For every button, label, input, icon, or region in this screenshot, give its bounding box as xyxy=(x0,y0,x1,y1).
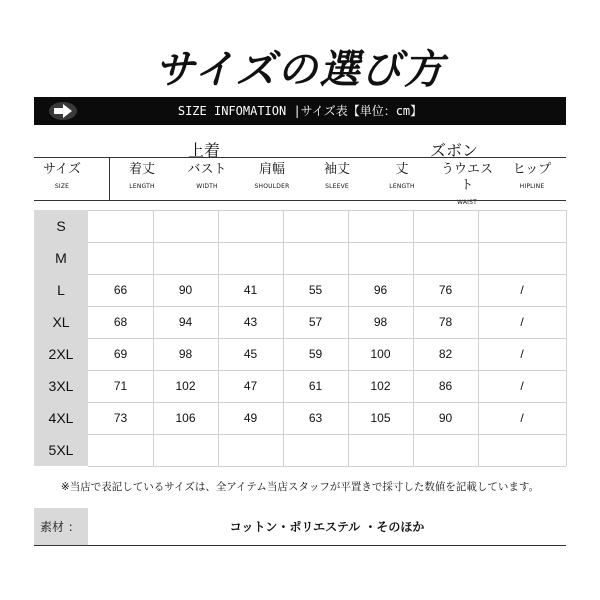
table-cell xyxy=(218,434,283,466)
table-cell: 63 xyxy=(308,411,323,425)
column-header-jp: 袖丈 xyxy=(323,162,350,177)
size-label: XL xyxy=(52,314,70,330)
material-divider xyxy=(34,545,566,546)
table-cell xyxy=(218,210,283,242)
table-cell xyxy=(283,242,348,274)
size-table xyxy=(34,210,566,466)
table-cell: 94 xyxy=(178,315,193,329)
table-cell: 90 xyxy=(178,283,193,297)
table-cell: 49 xyxy=(243,411,258,425)
banner-text: SIZE INFOMATION |サイズ表【単位：cm】 xyxy=(177,104,423,118)
column-header-jp: 着丈 xyxy=(128,162,155,177)
table-cell xyxy=(153,242,218,274)
table-cell: / xyxy=(520,283,524,297)
table-cell xyxy=(88,434,153,466)
table-cell xyxy=(153,210,218,242)
table-row xyxy=(34,434,566,466)
table-cell xyxy=(413,434,478,466)
table-cell: 47 xyxy=(243,379,258,393)
table-cell: 105 xyxy=(370,411,391,425)
table-row xyxy=(34,338,566,370)
group-label-bottoms: ズボン xyxy=(430,141,479,160)
column-header-en: SHOULDER xyxy=(254,183,290,190)
table-cell xyxy=(218,242,283,274)
table-cell xyxy=(88,242,153,274)
column-header-en: WIDTH xyxy=(196,183,218,190)
table-cell: 82 xyxy=(438,347,453,361)
table-cell: 61 xyxy=(308,379,323,393)
column-header-en: LENGTH xyxy=(389,183,415,190)
table-cell: 76 xyxy=(438,283,453,297)
table-cell xyxy=(348,242,413,274)
table-cell xyxy=(348,434,413,466)
page-title: サイズの選び方 xyxy=(154,47,446,93)
table-cell: 43 xyxy=(243,315,258,329)
table-cell xyxy=(88,210,153,242)
material-label: 素材 ： xyxy=(40,520,80,534)
column-header xyxy=(242,162,302,190)
table-cell: 78 xyxy=(438,315,453,329)
table-row xyxy=(34,274,566,306)
column-header-jp: バスト xyxy=(187,162,227,177)
column-header-jp: 肩幅 xyxy=(258,162,285,177)
material-row xyxy=(34,508,566,546)
column-header-jp: サイズ xyxy=(43,162,81,177)
table-cell: 45 xyxy=(243,347,258,361)
column-header xyxy=(502,162,562,190)
column-header xyxy=(177,162,237,190)
table-cell xyxy=(478,242,566,274)
header-divider-vertical xyxy=(109,157,110,201)
column-header-en: SIZE xyxy=(54,183,70,190)
size-label: M xyxy=(55,250,67,266)
measurement-note: ※当店で表記しているサイズは、全アイテム当店スタッフが平置きで採寸した数値を記載しています。 xyxy=(60,481,540,493)
table-cell: 106 xyxy=(175,411,196,425)
table-row xyxy=(34,402,566,434)
column-header-jp: ヒップ xyxy=(512,162,552,177)
table-cell xyxy=(153,434,218,466)
column-header-en: LENGTH xyxy=(129,183,155,190)
table-cell: 68 xyxy=(113,315,128,329)
size-info-banner xyxy=(34,97,566,125)
grid-line xyxy=(88,466,566,467)
table-cell xyxy=(478,210,566,242)
column-header-jp: 丈 xyxy=(395,162,409,177)
table-cell: 66 xyxy=(113,283,128,297)
group-label-tops: 上着 xyxy=(188,141,221,160)
table-cell: / xyxy=(520,411,524,425)
table-cell: 57 xyxy=(308,315,323,329)
table-row xyxy=(34,370,566,402)
table-cell: 55 xyxy=(308,283,323,297)
table-cell: 41 xyxy=(243,283,258,297)
material-value: コットン・ポリエステル ・そのほか xyxy=(229,520,425,534)
size-label: L xyxy=(57,282,65,298)
header-divider-bottom xyxy=(34,200,566,201)
size-label: 3XL xyxy=(48,378,74,394)
column-header xyxy=(112,162,172,190)
table-cell: 98 xyxy=(178,347,193,361)
table-cell: 69 xyxy=(113,347,128,361)
header-divider-top xyxy=(34,157,566,158)
column-header xyxy=(32,162,92,190)
table-row xyxy=(34,210,566,242)
table-row xyxy=(34,242,566,274)
table-cell xyxy=(413,242,478,274)
column-header-en: WAIST xyxy=(457,199,477,206)
table-row xyxy=(34,306,566,338)
table-cell xyxy=(283,210,348,242)
size-label: S xyxy=(56,218,66,234)
table-cell: 102 xyxy=(370,379,391,393)
table-cell xyxy=(413,210,478,242)
material-label-cell xyxy=(34,508,88,546)
table-cell: / xyxy=(520,315,524,329)
column-header xyxy=(372,162,432,190)
table-cell: 102 xyxy=(175,379,196,393)
table-cell: / xyxy=(520,379,524,393)
column-header xyxy=(307,162,367,190)
table-cell: / xyxy=(520,347,524,361)
table-cell xyxy=(283,434,348,466)
table-cell: 96 xyxy=(373,283,388,297)
table-cell: 98 xyxy=(373,315,388,329)
grid-line xyxy=(566,210,567,466)
table-cell: 100 xyxy=(370,347,391,361)
size-label: 4XL xyxy=(48,410,74,426)
size-label: 5XL xyxy=(48,442,74,458)
table-cell: 90 xyxy=(438,411,453,425)
table-cell: 73 xyxy=(113,411,128,425)
column-header-en: HIPLINE xyxy=(519,183,545,190)
table-cell: 71 xyxy=(113,379,128,393)
table-cell: 59 xyxy=(308,347,323,361)
table-cell xyxy=(478,434,566,466)
column-header-en: SLEEVE xyxy=(325,183,349,190)
table-cell xyxy=(348,210,413,242)
column-header-jp: うウエスト xyxy=(440,162,493,193)
size-label: 2XL xyxy=(48,346,74,362)
table-cell: 86 xyxy=(438,379,453,393)
